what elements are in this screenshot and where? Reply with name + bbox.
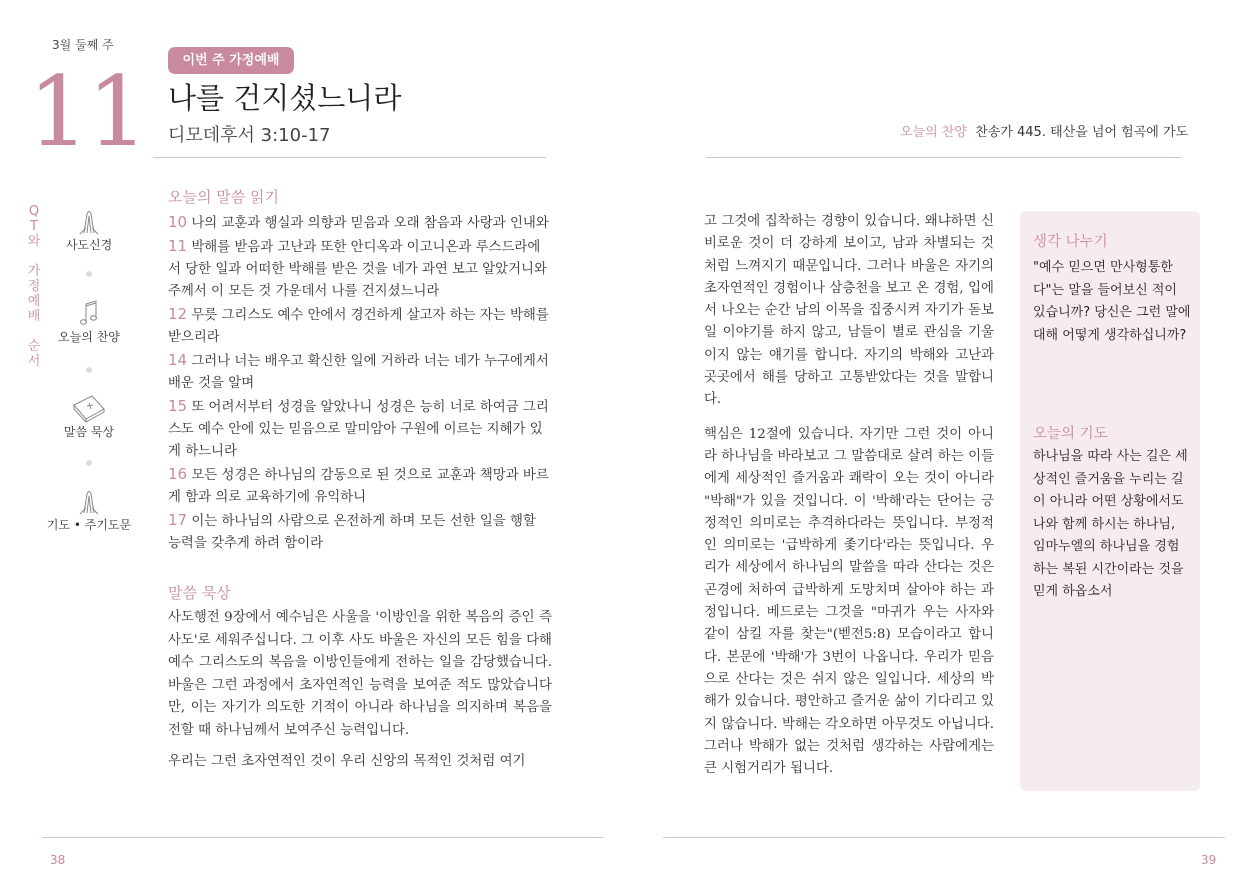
verse-text: 모든 성경은 하나님의 감동으로 된 것으로 교훈과 책망과 바르게 함과 의로 교육하기에 유익하니 bbox=[168, 468, 549, 505]
side-tag-char: T bbox=[30, 219, 38, 234]
side-tag-gap bbox=[26, 249, 42, 264]
step-dot bbox=[86, 460, 92, 466]
sharing-heading: 생각 나누기 bbox=[1033, 234, 1108, 250]
verse-item bbox=[168, 303, 552, 349]
meditation-paragraph: 우리는 그런 초자연적인 것이 우리 신앙의 목적인 것처럼 여기 bbox=[168, 754, 526, 769]
scripture-reference: 디모데후서 3:10-17 bbox=[168, 125, 331, 146]
reading-heading: 오늘의 말씀 읽기 bbox=[168, 188, 279, 206]
verse-text: 무릇 그리스도 예수 안에서 경건하게 살고자 하는 자는 박해를 받으리라 bbox=[168, 308, 549, 345]
footer-divider-right bbox=[663, 837, 1225, 838]
nav-label: 사도신경 bbox=[65, 238, 113, 252]
verse-number: 16 bbox=[168, 465, 188, 483]
verse-text: 나의 교훈과 행실과 의향과 믿음과 오래 참음과 사랑과 인내와 bbox=[187, 216, 549, 231]
side-tag-char: 와 bbox=[27, 234, 41, 249]
meditation-paragraph: 핵심은 12절에 있습니다. 자기만 그런 것이 아니라 하나님을 바라보고 그 말씀대로 살려 하는 이들에게 세상적인 즐거움과 쾌락이 오는 것이 아니라 "박해"가 있을 것입니다. 이 '박해'라는 단어는 긍정적인 의미로는 추격하다라는 뜻입니다. 부정적인 의미로는 '급박하게 좇기다'라는 뜻입니다. 우리가 세상에서 하나님의 말씀을 따라 산다는 것은 곤경에 처하여 급박하게 도망치며 살아야 하는 과정입니다. 베드로는 그것을 "마귀가 우는 사자와 같이 삼킬 자를 찾는"(벧전5:8) 모습이라고 합니다. 본문에 '박해'가 3번이 나옵니다. 우리가 믿음으로 산다는 것은 쉬지 않은 일입니다. 세상의 박해가 있습니다. 평안하고 즐거운 삶이 기다리고 있지 않습니다. 박해는 각오하면 아무것도 아닙니다. 그러나 박해가 없는 것처럼 생각하는 사람에게는 큰 시험거리가 됩니다. bbox=[704, 426, 994, 777]
verse-list bbox=[168, 211, 552, 555]
praying-hands-icon bbox=[44, 486, 134, 516]
bible-icon bbox=[44, 393, 134, 423]
family-worship-badge: 이번 주 가정예배 bbox=[168, 47, 294, 74]
verse-text: 박해를 받음과 고난과 또한 안디옥과 이고니온과 루스드라에서 당한 일과 어떠한 박해를 받은 것을 네가 과연 보고 알았거니와 주께서 이 모든 것 가운데서 나를 건지셨느니라 bbox=[168, 240, 547, 299]
music-note-icon bbox=[44, 298, 134, 328]
verse-text: 이는 하나님의 사람으로 온전하게 하며 모든 선한 일을 행할 능력을 갖추게 하려 함이라 bbox=[168, 514, 536, 551]
verse-item bbox=[168, 235, 552, 303]
nav-apostles-creed bbox=[44, 206, 134, 253]
prayer-text: 하나님을 따라 사는 길은 세상적인 즐거움을 누리는 길이 아니라 어떤 상황에서도 나와 함께 하시는 하나님, 임마누엘의 하나님을 경험하는 복된 시간이라는 것을 믿게 하옵소서 bbox=[1033, 449, 1188, 599]
week-label: 3월 둘째 주 bbox=[52, 38, 114, 52]
verse-item bbox=[168, 349, 552, 395]
nav-word-meditation bbox=[44, 393, 134, 440]
header-divider-right bbox=[706, 157, 1181, 158]
side-tag-char: 가 bbox=[27, 264, 41, 279]
verse-number: 11 bbox=[168, 237, 188, 255]
header-divider-left bbox=[153, 157, 546, 158]
verse-item bbox=[168, 463, 552, 509]
verse-text: 또 어려서부터 성경을 알았나니 성경은 능히 너로 하여금 그리스도 예수 안에 있는 믿음으로 말미암아 구원에 이르는 지혜가 있게 하느니라 bbox=[168, 400, 549, 459]
todays-praise bbox=[900, 121, 1188, 140]
side-tag-char: 배 bbox=[27, 309, 41, 324]
nav-label: 말씀 묵상 bbox=[63, 425, 115, 439]
verse-number: 17 bbox=[168, 511, 188, 529]
side-tag-char: 순 bbox=[27, 339, 41, 354]
day-number: 11 bbox=[28, 56, 147, 168]
side-tag-char: 서 bbox=[27, 354, 41, 369]
verse-number: 10 bbox=[168, 213, 188, 231]
side-tag-char: Q bbox=[28, 204, 40, 219]
verse-item bbox=[168, 211, 552, 235]
praise-label: 오늘의 찬양 bbox=[900, 125, 967, 140]
page-number-left: 38 bbox=[50, 853, 66, 867]
page-number-right: 39 bbox=[1201, 853, 1217, 867]
side-tag-gap bbox=[26, 324, 42, 339]
side-tag-char: 예 bbox=[27, 294, 41, 309]
praying-hands-icon bbox=[44, 206, 134, 236]
praise-song: 찬송가 445. 태산을 넘어 험곡에 가도 bbox=[975, 125, 1189, 140]
meditation-paragraph: 사도행전 9장에서 예수님은 사울을 '이방인을 위한 복음의 증인 즉 사도'로 세워주십니다. 그 이후 사도 바울은 자신의 모든 힘을 다해 예수 그리스도의 복음을 이방인들에게 전하는 일을 감당했습니다. 바울은 그런 과정에서 초자연적인 능력을 보여준 적도 많았습니다만, 이는 자기가 의도한 기적이 아니라 하나님을 의지하며 복음을 전할 때 하나님께서 보여주신 능력입니다. bbox=[168, 610, 552, 738]
sharing-prayer-panel bbox=[1020, 211, 1200, 791]
step-dot bbox=[86, 367, 92, 373]
side-tag-qt-order bbox=[26, 204, 42, 369]
nav-label: 오늘의 찬양 bbox=[58, 330, 120, 344]
verse-number: 15 bbox=[168, 397, 188, 415]
nav-prayer bbox=[44, 486, 134, 533]
meditation-paragraph: 고 그것에 집착하는 경향이 있습니다. 왜냐하면 신비로운 것이 더 강하게 보이고, 남과 차별되는 것처럼 느껴지기 때문입니다. 그러나 바울은 자기의 초자연적인 경험이나 삼층천을 보고 온 경험, 입에서 나오는 순간 남의 이목을 집중시켜 자기가 돋보일 이야기를 하지 않고, 남들이 별로 관심을 기울이지 않는 얘기를 합니다. 자기의 박해와 고난과 곳곳에서 해를 당하고 고통받았다는 것을 말합니다. bbox=[704, 214, 994, 408]
verse-item bbox=[168, 509, 552, 555]
verse-number: 12 bbox=[168, 305, 188, 323]
sharing-text: "예수 믿으면 만사형통한다"는 말을 들어보신 적이 있습니까? 당신은 그런 말에 대해 어떻게 생각하십니까? bbox=[1033, 260, 1191, 343]
page-title: 나를 건지셨느니라 bbox=[168, 81, 402, 115]
meditation-body bbox=[168, 607, 552, 783]
nav-label: 기도 • 주기도문 bbox=[46, 518, 132, 532]
verse-item bbox=[168, 395, 552, 463]
step-dot bbox=[86, 271, 92, 277]
side-tag-char: 정 bbox=[27, 279, 41, 294]
verse-number: 14 bbox=[168, 351, 188, 369]
verse-text: 그러나 너는 배우고 확신한 일에 거하라 너는 네가 누구에게서 배운 것을 알며 bbox=[168, 354, 549, 391]
footer-divider-left bbox=[42, 837, 604, 838]
meditation-continued bbox=[704, 211, 994, 792]
meditation-heading: 말씀 묵상 bbox=[168, 584, 231, 602]
prayer-heading: 오늘의 기도 bbox=[1033, 426, 1108, 442]
nav-todays-praise bbox=[44, 298, 134, 345]
